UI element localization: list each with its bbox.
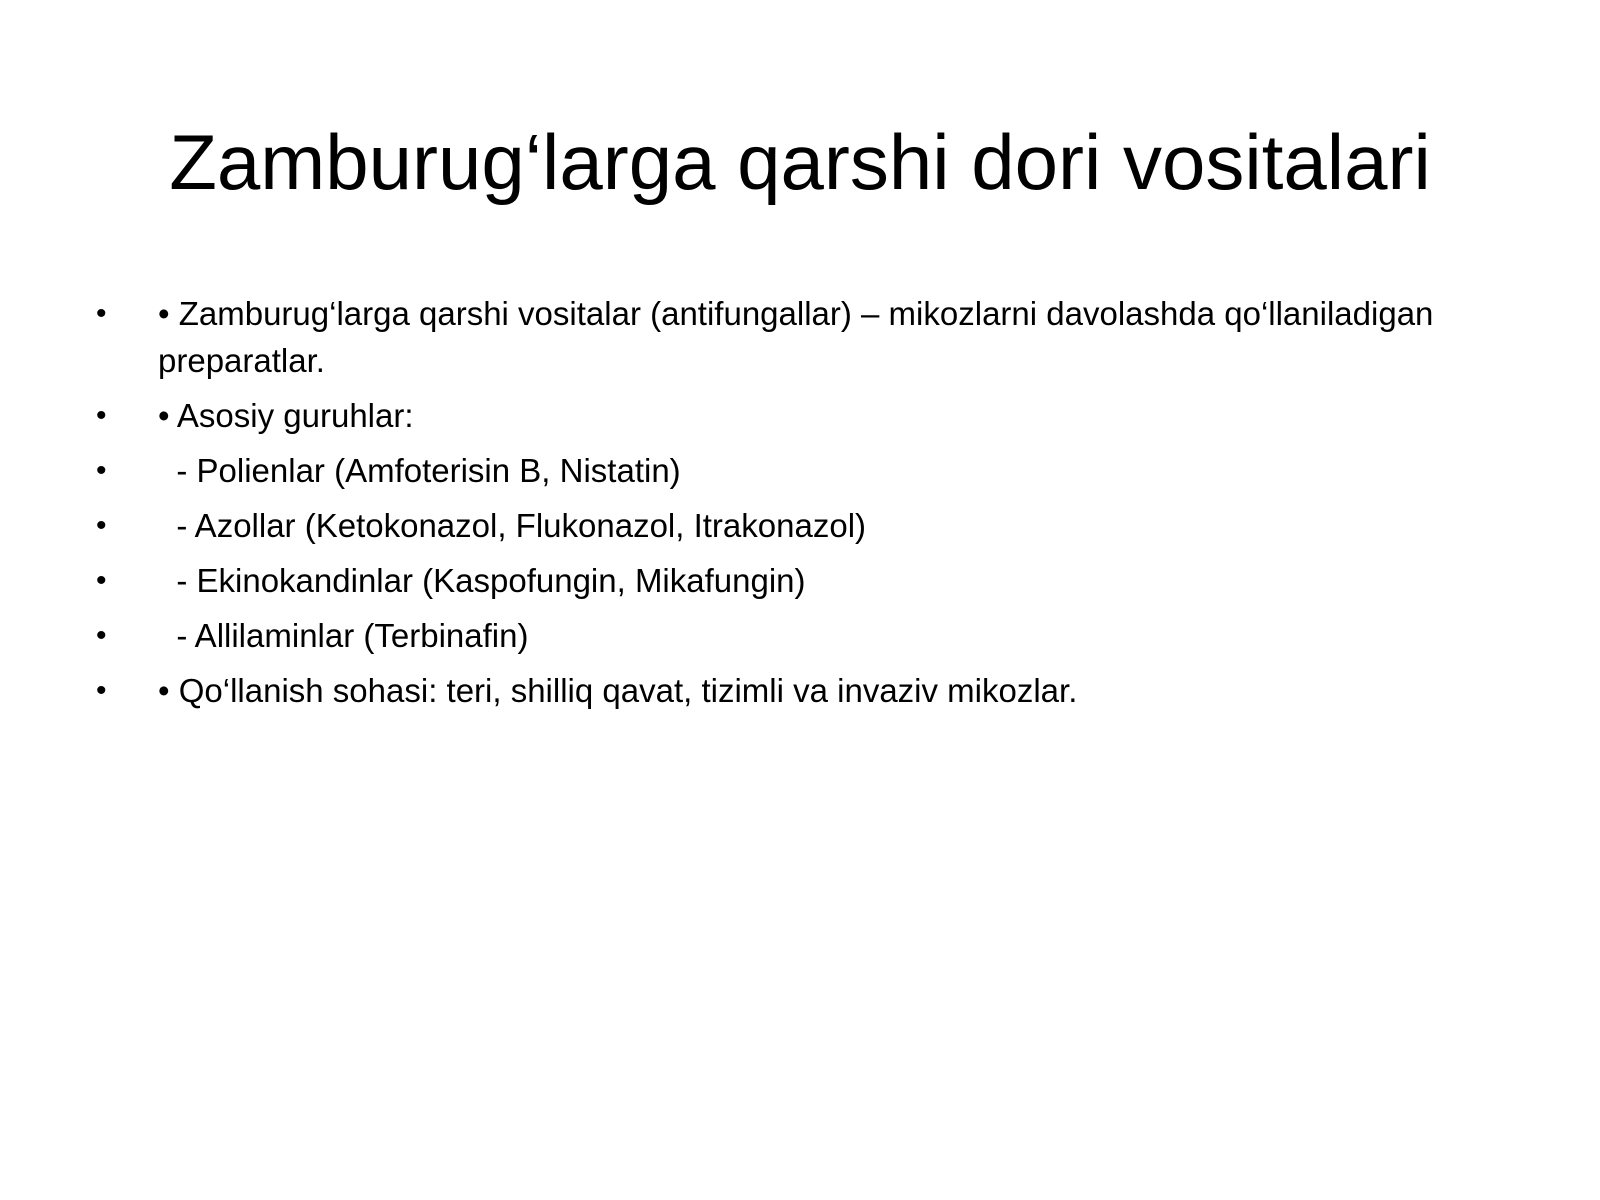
list-item-text: • Zamburug‘larga qarshi vositalar (antifungallar) – mikozlarni davolashda qo‘llaniladigan preparatlar. [158, 295, 1443, 379]
bullet-dot-icon: • [96, 564, 107, 597]
list-item-text: - Polienlar (Amfoterisin B, Nistatin) [158, 452, 681, 489]
list-item [96, 667, 1516, 714]
list-item-text: - Azollar (Ketokonazol, Flukonazol, Itrakonazol) [158, 507, 867, 544]
bullet-dot-icon: • [96, 674, 107, 707]
slide-title: Zamburug‘larga qarshi dori vositalari [169, 118, 1431, 206]
bullet-dot-icon: • [96, 399, 107, 432]
list-item-text: - Ekinokandinlar (Kaspofungin, Mikafungin) [158, 562, 806, 599]
list-item-text: • Qo‘llanish sohasi: teri, shilliq qavat, tizimli va invaziv mikozlar. [158, 672, 1078, 709]
bullet-dot-icon: • [96, 454, 107, 487]
list-item [96, 502, 1516, 549]
bullet-dot-icon: • [96, 509, 107, 542]
list-item-text: - Allilaminlar (Terbinafin) [158, 617, 529, 654]
list-item-text: • Asosiy guruhlar: [158, 397, 414, 434]
list-item [96, 290, 1516, 384]
bullet-list [96, 290, 1516, 722]
list-item [96, 557, 1516, 604]
bullet-dot-icon: • [96, 297, 107, 330]
list-item [96, 612, 1516, 659]
bullet-dot-icon: • [96, 619, 107, 652]
list-item [96, 447, 1516, 494]
list-item [96, 392, 1516, 439]
